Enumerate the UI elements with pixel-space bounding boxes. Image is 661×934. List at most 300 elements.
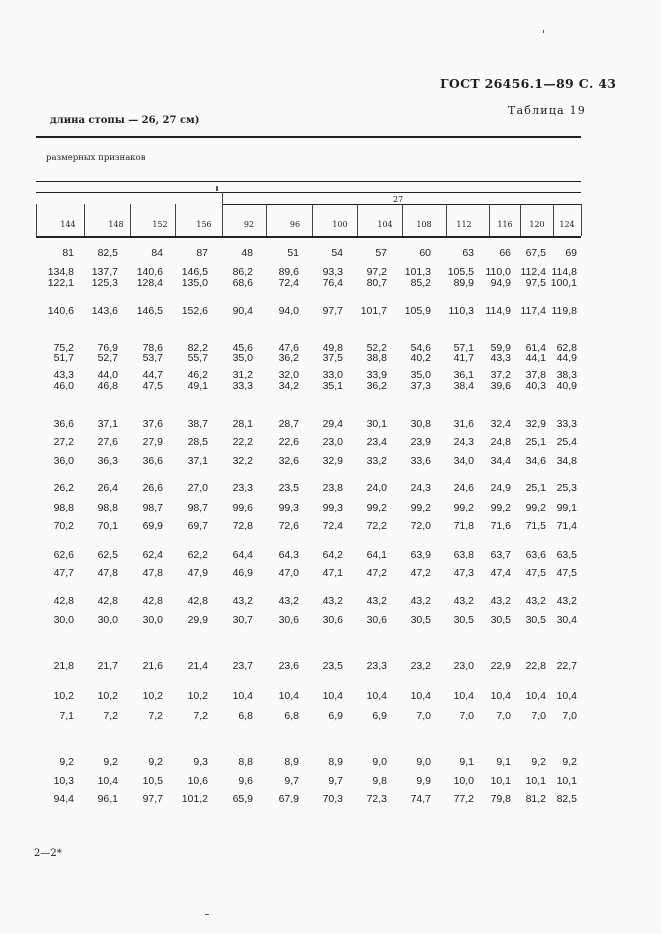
- table-cell: 31,6: [453, 418, 474, 430]
- table-cell: 34,2: [278, 380, 299, 392]
- table-cell: 52,7: [97, 352, 118, 364]
- table-cell: 22,9: [490, 660, 511, 672]
- header-rule-1: [36, 181, 581, 182]
- table-cell: 51: [287, 247, 299, 259]
- column-header: 100: [332, 220, 348, 229]
- table-cell: 64,3: [278, 549, 299, 561]
- table-cell: 37,6: [142, 418, 163, 430]
- table-cell: 30,0: [142, 614, 163, 626]
- table-cell: 23,2: [410, 660, 431, 672]
- table-cell: 10,2: [187, 690, 208, 702]
- sub-title: размерных признаков: [46, 153, 146, 163]
- table-cell: 24,3: [410, 482, 431, 494]
- table-cell: 42,8: [142, 595, 163, 607]
- table-cell: 47,1: [322, 567, 343, 579]
- table-cell: 72,8: [232, 520, 253, 532]
- table-cell: 29,4: [322, 418, 343, 430]
- table-cell: 69,9: [142, 520, 163, 532]
- table-cell: 71,6: [490, 520, 511, 532]
- table-cell: 10,0: [453, 775, 474, 787]
- table-cell: 42,8: [187, 595, 208, 607]
- table-cell: 9,2: [59, 756, 74, 768]
- table-cell: 67,5: [525, 247, 546, 259]
- table-cell: 47,9: [187, 567, 208, 579]
- table-cell: 42,8: [97, 595, 118, 607]
- table-cell: 57,1: [453, 342, 474, 354]
- table-cell: 90,4: [232, 305, 253, 317]
- table-cell: 47,5: [525, 567, 546, 579]
- table-cell: 43,2: [322, 595, 343, 607]
- table-cell: 84: [151, 247, 163, 259]
- table-cell: 10,4: [278, 690, 299, 702]
- table-cell: 47,3: [453, 567, 474, 579]
- table-cell: 33,3: [556, 418, 577, 430]
- table-cell: 30,6: [366, 614, 387, 626]
- table-cell: 44,9: [556, 352, 577, 364]
- table-cell: 46,9: [232, 567, 253, 579]
- table-cell: 26,6: [142, 482, 163, 494]
- table-cell: 43,2: [232, 595, 253, 607]
- table-cell: 7,0: [496, 710, 511, 722]
- table-cell: 36,6: [142, 455, 163, 467]
- table-cell: 82,5: [556, 793, 577, 805]
- table-cell: 27,0: [187, 482, 208, 494]
- table-cell: 43,2: [453, 595, 474, 607]
- table-cell: 36,0: [53, 455, 74, 467]
- table-cell: 23,5: [278, 482, 299, 494]
- table-cell: 117,4: [520, 305, 546, 317]
- table-cell: 105,5: [447, 266, 474, 278]
- table-cell: 101,2: [181, 793, 208, 805]
- table-cell: 37,2: [490, 369, 511, 381]
- table-cell: 30,6: [322, 614, 343, 626]
- table-cell: 10,4: [322, 690, 343, 702]
- table-cell: 28,7: [278, 418, 299, 430]
- table-cell: 9,2: [148, 756, 163, 768]
- table-cell: 96,1: [97, 793, 118, 805]
- column-header: 120: [529, 220, 545, 229]
- foot-length-title: длина стопы — 26, 27 см): [50, 115, 200, 126]
- table-cell: 9,1: [496, 756, 511, 768]
- table-cell: 37,3: [410, 380, 431, 392]
- table-cell: 99,2: [453, 502, 474, 514]
- table-cell: 34,4: [490, 455, 511, 467]
- column-head-rule: [36, 236, 581, 238]
- table-cell: 30,5: [490, 614, 511, 626]
- column-header: 148: [108, 220, 124, 229]
- table-cell: 71,4: [556, 520, 577, 532]
- table-cell: 36,2: [278, 352, 299, 364]
- table-cell: 62,4: [142, 549, 163, 561]
- table-cell: 51,7: [53, 352, 74, 364]
- table-cell: 37,1: [187, 455, 208, 467]
- table-cell: 64,1: [366, 549, 387, 561]
- table-cell: 93,3: [322, 266, 343, 278]
- table-cell: 7,0: [459, 710, 474, 722]
- column-header: 152: [152, 220, 168, 229]
- table-cell: 54,6: [410, 342, 431, 354]
- table-cell: 134,8: [47, 266, 74, 278]
- table-cell: 32,6: [278, 455, 299, 467]
- table-cell: 37,8: [525, 369, 546, 381]
- table-cell: 55,7: [187, 352, 208, 364]
- table-cell: 44,7: [142, 369, 163, 381]
- table-cell: 105,9: [404, 305, 431, 317]
- table-cell: 99,2: [366, 502, 387, 514]
- table-cell: 143,6: [91, 305, 118, 317]
- table-cell: 23,4: [366, 436, 387, 448]
- table-cell: 30,0: [53, 614, 74, 626]
- table-cell: 49,1: [187, 380, 208, 392]
- scan-speck: [543, 30, 544, 33]
- table-cell: 24,3: [453, 436, 474, 448]
- table-cell: 21,4: [187, 660, 208, 672]
- table-cell: 98,8: [97, 502, 118, 514]
- column-header: 124: [559, 220, 575, 229]
- table-cell: 28,1: [232, 418, 253, 430]
- table-cell: 9,3: [193, 756, 208, 768]
- table-cell: 72,3: [366, 793, 387, 805]
- table-cell: 40,3: [525, 380, 546, 392]
- table-cell: 53,7: [142, 352, 163, 364]
- table-cell: 80,7: [366, 277, 387, 289]
- table-cell: 43,2: [525, 595, 546, 607]
- table-cell: 46,8: [97, 380, 118, 392]
- table-cell: 30,1: [366, 418, 387, 430]
- column-divider: [222, 192, 223, 236]
- table-cell: 21,6: [142, 660, 163, 672]
- table-cell: 24,6: [453, 482, 474, 494]
- table-cell: 23,0: [322, 436, 343, 448]
- table-cell: 33,2: [366, 455, 387, 467]
- table-cell: 38,8: [366, 352, 387, 364]
- table-cell: 6,9: [372, 710, 387, 722]
- scan-speck: [205, 914, 209, 915]
- table-cell: 39,6: [490, 380, 511, 392]
- table-cell: 38,3: [556, 369, 577, 381]
- table-cell: 112,4: [520, 266, 546, 278]
- table-cell: 46,2: [187, 369, 208, 381]
- scan-speck: [216, 186, 218, 191]
- table-cell: 35,1: [322, 380, 343, 392]
- table-cell: 119,8: [551, 305, 577, 317]
- table-cell: 72,6: [278, 520, 299, 532]
- group-label: 27: [393, 195, 404, 204]
- table-cell: 76,4: [322, 277, 343, 289]
- table-cell: 63,6: [525, 549, 546, 561]
- table-cell: 47,8: [97, 567, 118, 579]
- table-cell: 135,0: [181, 277, 208, 289]
- table-cell: 22,2: [232, 436, 253, 448]
- table-cell: 40,2: [410, 352, 431, 364]
- table-cell: 33,3: [232, 380, 253, 392]
- table-cell: 8,9: [284, 756, 299, 768]
- table-cell: 99,2: [490, 502, 511, 514]
- table-cell: 47,2: [366, 567, 387, 579]
- table-cell: 32,2: [232, 455, 253, 467]
- table-cell: 47,0: [278, 567, 299, 579]
- table-cell: 63,9: [410, 549, 431, 561]
- table-cell: 45,6: [232, 342, 253, 354]
- table-cell: 27,6: [97, 436, 118, 448]
- table-cell: 32,0: [278, 369, 299, 381]
- table-cell: 29,9: [187, 614, 208, 626]
- table-cell: 60: [419, 247, 431, 259]
- column-header: 116: [497, 220, 513, 229]
- table-cell: 10,1: [525, 775, 546, 787]
- table-cell: 7,2: [193, 710, 208, 722]
- table-cell: 140,6: [47, 305, 74, 317]
- table-cell: 97,7: [322, 305, 343, 317]
- table-cell: 85,2: [410, 277, 431, 289]
- table-cell: 63,8: [453, 549, 474, 561]
- table-cell: 62,5: [97, 549, 118, 561]
- table-cell: 23,7: [232, 660, 253, 672]
- table-cell: 69,7: [187, 520, 208, 532]
- table-cell: 99,6: [232, 502, 253, 514]
- table-cell: 10,4: [556, 690, 577, 702]
- table-cell: 25,1: [525, 436, 546, 448]
- table-cell: 10,4: [410, 690, 431, 702]
- table-cell: 25,3: [556, 482, 577, 494]
- table-cell: 34,8: [556, 455, 577, 467]
- table-cell: 7,2: [103, 710, 118, 722]
- table-cell: 122,1: [47, 277, 74, 289]
- table-cell: 89,6: [278, 266, 299, 278]
- table-cell: 47,8: [142, 567, 163, 579]
- table-cell: 64,2: [322, 549, 343, 561]
- table-cell: 46,0: [53, 380, 74, 392]
- table-cell: 43,3: [490, 352, 511, 364]
- table-cell: 23,0: [453, 660, 474, 672]
- table-cell: 30,0: [97, 614, 118, 626]
- table-cell: 8,9: [328, 756, 343, 768]
- table-cell: 68,6: [232, 277, 253, 289]
- table-cell: 25,4: [556, 436, 577, 448]
- table-cell: 8,8: [238, 756, 253, 768]
- table-cell: 100,1: [550, 277, 577, 289]
- table-cell: 69: [565, 247, 577, 259]
- table-cell: 128,4: [136, 277, 163, 289]
- table-cell: 9,1: [459, 756, 474, 768]
- table-cell: 81,2: [525, 793, 546, 805]
- table-cell: 32,9: [322, 455, 343, 467]
- column-header: 92: [243, 220, 255, 229]
- table-cell: 7,0: [562, 710, 577, 722]
- table-cell: 9,0: [416, 756, 431, 768]
- table-cell: 30,4: [556, 614, 577, 626]
- table-cell: 24,0: [366, 482, 387, 494]
- table-cell: 59,9: [490, 342, 511, 354]
- table-cell: 62,6: [53, 549, 74, 561]
- table-cell: 125,3: [91, 277, 118, 289]
- table-cell: 31,2: [232, 369, 253, 381]
- table-cell: 10,6: [187, 775, 208, 787]
- table-cell: 22,8: [525, 660, 546, 672]
- table-cell: 43,2: [278, 595, 299, 607]
- table-cell: 21,8: [53, 660, 74, 672]
- table-cell: 77,2: [453, 793, 474, 805]
- table-cell: 114,9: [485, 305, 511, 317]
- table-cell: 98,7: [187, 502, 208, 514]
- table-cell: 110,3: [448, 305, 474, 317]
- table-cell: 72,0: [410, 520, 431, 532]
- table-cell: 98,8: [53, 502, 74, 514]
- table-cell: 10,4: [97, 775, 118, 787]
- table-cell: 36,2: [366, 380, 387, 392]
- table-cell: 6,8: [284, 710, 299, 722]
- table-cell: 42,8: [53, 595, 74, 607]
- table-cell: 62,8: [556, 342, 577, 354]
- table-cell: 43,2: [556, 595, 577, 607]
- table-cell: 10,2: [97, 690, 118, 702]
- table-cell: 24,8: [490, 436, 511, 448]
- table-cell: 6,8: [238, 710, 253, 722]
- table-cell: 75,2: [53, 342, 74, 354]
- table-cell: 152,6: [181, 305, 208, 317]
- column-divider: [36, 204, 37, 236]
- table-cell: 7,2: [148, 710, 163, 722]
- table-cell: 33,6: [410, 455, 431, 467]
- table-cell: 52,2: [366, 342, 387, 354]
- table-cell: 9,0: [372, 756, 387, 768]
- table-cell: 57: [375, 247, 387, 259]
- table-cell: 63,7: [490, 549, 511, 561]
- table-cell: 87: [196, 247, 208, 259]
- table-cell: 67,9: [278, 793, 299, 805]
- table-cell: 9,2: [103, 756, 118, 768]
- table-cell: 99,2: [410, 502, 431, 514]
- column-header: 156: [196, 220, 212, 229]
- table-cell: 7,0: [531, 710, 546, 722]
- column-header: 112: [456, 220, 472, 229]
- table-cell: 27,9: [142, 436, 163, 448]
- table-cell: 30,5: [453, 614, 474, 626]
- table-cell: 27,2: [53, 436, 74, 448]
- table-cell: 24,9: [490, 482, 511, 494]
- header-rule-2: [36, 192, 581, 193]
- table-cell: 10,1: [490, 775, 511, 787]
- table-cell: 32,4: [490, 418, 511, 430]
- table-cell: 66: [499, 247, 511, 259]
- table-cell: 146,5: [181, 266, 208, 278]
- table-cell: 10,4: [453, 690, 474, 702]
- table-cell: 7,1: [59, 710, 74, 722]
- table-cell: 30,5: [410, 614, 431, 626]
- table-cell: 9,7: [284, 775, 299, 787]
- table-cell: 9,2: [562, 756, 577, 768]
- table-cell: 72,4: [322, 520, 343, 532]
- table-cell: 38,4: [453, 380, 474, 392]
- table-cell: 22,7: [556, 660, 577, 672]
- table-cell: 9,8: [372, 775, 387, 787]
- table-cell: 98,7: [142, 502, 163, 514]
- table-cell: 10,2: [142, 690, 163, 702]
- table-cell: 36,1: [453, 369, 474, 381]
- table-cell: 36,6: [53, 418, 74, 430]
- table-cell: 101,3: [404, 266, 431, 278]
- table-cell: 86,2: [232, 266, 253, 278]
- table-cell: 10,1: [556, 775, 577, 787]
- table-cell: 82,5: [97, 247, 118, 259]
- table-cell: 99,1: [556, 502, 577, 514]
- table-cell: 47,7: [53, 567, 74, 579]
- table-cell: 47,4: [490, 567, 511, 579]
- table-cell: 25,1: [525, 482, 546, 494]
- table-cell: 23,3: [232, 482, 253, 494]
- table-cell: 35,0: [410, 369, 431, 381]
- standard-header: ГОСТ 26456.1—89 С. 43: [440, 76, 617, 91]
- table-cell: 9,6: [238, 775, 253, 787]
- table-cell: 114,8: [551, 266, 577, 278]
- table-cell: 71,8: [453, 520, 474, 532]
- table-cell: 89,9: [453, 277, 474, 289]
- table-cell: 7,0: [416, 710, 431, 722]
- table-cell: 79,8: [490, 793, 511, 805]
- table-cell: 72,4: [278, 277, 299, 289]
- table-cell: 76,9: [97, 342, 118, 354]
- table-cell: 63: [462, 247, 474, 259]
- column-header: 96: [289, 220, 301, 229]
- table-cell: 63,5: [556, 549, 577, 561]
- table-cell: 34,6: [525, 455, 546, 467]
- table-cell: 44,0: [97, 369, 118, 381]
- table-cell: 22,6: [278, 436, 299, 448]
- table-cell: 26,2: [53, 482, 74, 494]
- table-cell: 101,7: [360, 305, 387, 317]
- table-cell: 10,3: [53, 775, 74, 787]
- table-cell: 28,5: [187, 436, 208, 448]
- table-cell: 49,8: [322, 342, 343, 354]
- table-cell: 47,6: [278, 342, 299, 354]
- table-cell: 99,3: [278, 502, 299, 514]
- table-cell: 43,2: [490, 595, 511, 607]
- table-cell: 47,5: [142, 380, 163, 392]
- table-cell: 33,0: [322, 369, 343, 381]
- table-cell: 64,4: [232, 549, 253, 561]
- table-cell: 62,2: [187, 549, 208, 561]
- table-cell: 23,9: [410, 436, 431, 448]
- column-header: 104: [377, 220, 393, 229]
- table-cell: 34,0: [453, 455, 474, 467]
- table-cell: 37,5: [322, 352, 343, 364]
- table-cell: 74,7: [410, 793, 431, 805]
- table-cell: 10,4: [366, 690, 387, 702]
- column-header: 108: [416, 220, 432, 229]
- table-cell: 94,4: [53, 793, 74, 805]
- table-cell: 97,7: [142, 793, 163, 805]
- table-cell: 32,9: [525, 418, 546, 430]
- table-cell: 110,0: [485, 266, 511, 278]
- table-cell: 41,7: [453, 352, 474, 364]
- table-cell: 40,9: [556, 380, 577, 392]
- table-cell: 81: [62, 247, 74, 259]
- table-cell: 30,5: [525, 614, 546, 626]
- table-cell: 94,0: [278, 305, 299, 317]
- table-cell: 21,7: [97, 660, 118, 672]
- table-cell: 72,2: [366, 520, 387, 532]
- table-cell: 10,4: [232, 690, 253, 702]
- table-cell: 61,4: [525, 342, 546, 354]
- table-cell: 65,9: [232, 793, 253, 805]
- table-cell: 137,7: [91, 266, 118, 278]
- page-mark: 2—2*: [34, 848, 62, 859]
- table-cell: 30,6: [278, 614, 299, 626]
- table-cell: 97,5: [525, 277, 546, 289]
- table-cell: 10,5: [142, 775, 163, 787]
- table-cell: 9,9: [416, 775, 431, 787]
- table-cell: 6,9: [328, 710, 343, 722]
